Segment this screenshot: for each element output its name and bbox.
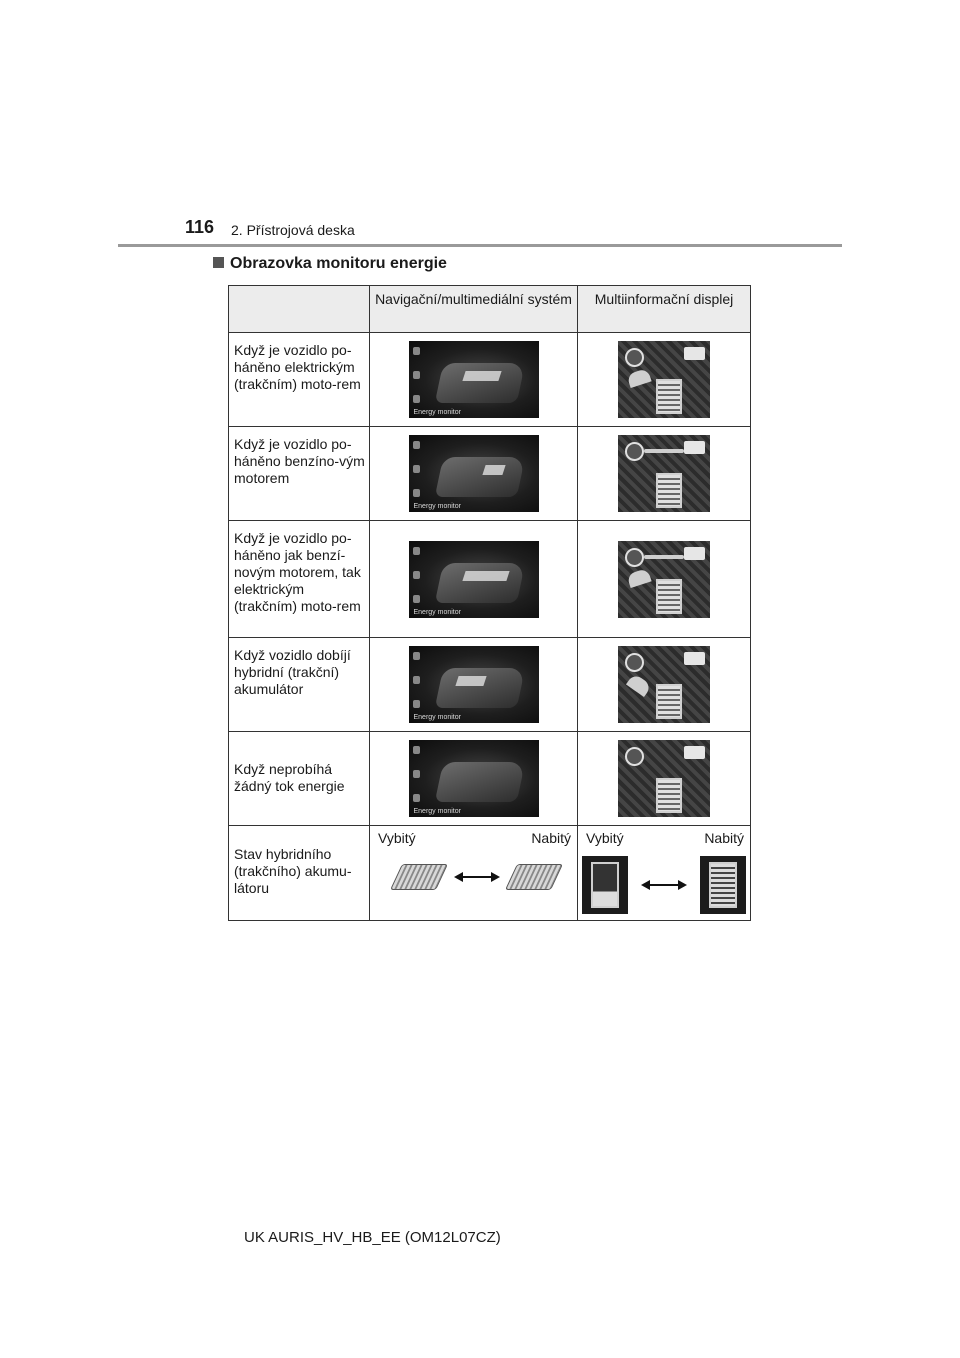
battery-meter-discharged-icon [582,856,628,914]
mid-energy-monitor-screen [618,435,710,512]
screen-caption: Energy monitor [413,409,461,416]
table-row [229,521,751,638]
header-rule [118,244,842,247]
flow-arrow-icon [626,673,652,697]
document-code: UK AURIS_HV_HB_EE (OM12L07CZ) [244,1229,501,1246]
engine-icon [684,746,705,759]
section-title [213,255,447,273]
energy-flow-icon [462,571,509,581]
table-header-row [229,286,751,333]
nav-energy-monitor-screen [409,435,539,512]
flow-arrow-icon [644,555,684,559]
battery-icon [656,379,682,414]
battery-meter-charged-icon [700,856,746,914]
row-label: Když vozidlo dobíjí hybridní (trakční) akumulátor [229,638,370,732]
wheel-icon [625,747,644,766]
engine-icon [684,441,705,454]
energy-flow-icon [462,371,501,381]
battery-charged-icon [505,864,563,890]
car-icon [434,762,525,802]
car-icon [434,363,525,403]
battery-icon [656,684,682,719]
charged-label: Nabitý [704,830,744,846]
bullet-square-icon [213,257,224,268]
row-label: Stav hybridního (trakčního) akumu-látoru [229,826,370,921]
discharged-label: Vybitý [586,830,624,846]
row-label: Když je vozidlo po-háněno elektrickým (trakčním) moto-rem [229,333,370,427]
engine-icon [684,652,705,665]
mid-energy-monitor-screen [618,341,710,418]
mid-energy-monitor-screen [618,740,710,817]
row-label: Když je vozidlo po-háněno jak benzí-novým motorem, tak elektrickým (trakčním) moto-rem [229,521,370,638]
wheel-icon [625,348,644,367]
double-arrow-icon [454,867,500,887]
flow-arrow-icon [626,368,651,388]
car-icon [434,457,525,497]
header-nav-system: Navigační/multimediální systém [370,286,578,333]
car-icon [434,668,525,708]
car-icon [434,563,525,603]
nav-energy-monitor-screen [409,740,539,817]
battery-discharged-icon [390,864,448,890]
double-arrow-icon [641,875,687,895]
energy-flow-icon [455,676,486,686]
wheel-icon [625,653,644,672]
table-row [229,826,751,921]
flow-arrow-icon [626,567,651,587]
nav-energy-monitor-screen [409,541,539,618]
nav-energy-monitor-screen [409,341,539,418]
wheel-icon [625,442,644,461]
energy-monitor-table [228,285,751,921]
flow-arrow-icon [644,449,684,453]
charged-label: Nabitý [531,830,571,846]
row-label: Když je vozidlo po-háněno benzíno-vým motorem [229,427,370,521]
energy-flow-icon [482,465,505,475]
table-row [229,427,751,521]
wheel-icon [625,548,644,567]
battery-icon [656,778,682,813]
table-row [229,732,751,826]
battery-icon [656,579,682,614]
screen-caption: Energy monitor [413,608,461,616]
nav-energy-monitor-screen [409,646,539,723]
header-empty-cell [229,286,370,333]
engine-icon [684,347,705,360]
mid-energy-monitor-screen [618,541,710,618]
discharged-label: Vybitý [378,830,416,846]
engine-icon [684,547,705,560]
chapter-title: 2. Přístrojová deska [231,222,355,238]
screen-caption: Energy monitor [413,808,461,815]
page-number: 116 [185,217,215,237]
screen-caption: Energy monitor [413,503,461,510]
header-multi-info-display: Multiinformační displej [578,286,751,333]
row-label: Když neprobíhá žádný tok energie [229,732,370,826]
section-title-text: Obrazovka monitoru energie [230,255,447,272]
table-row [229,333,751,427]
mid-energy-monitor-screen [618,646,710,723]
battery-icon [656,473,682,508]
screen-caption: Energy monitor [413,714,461,721]
table-row [229,638,751,732]
